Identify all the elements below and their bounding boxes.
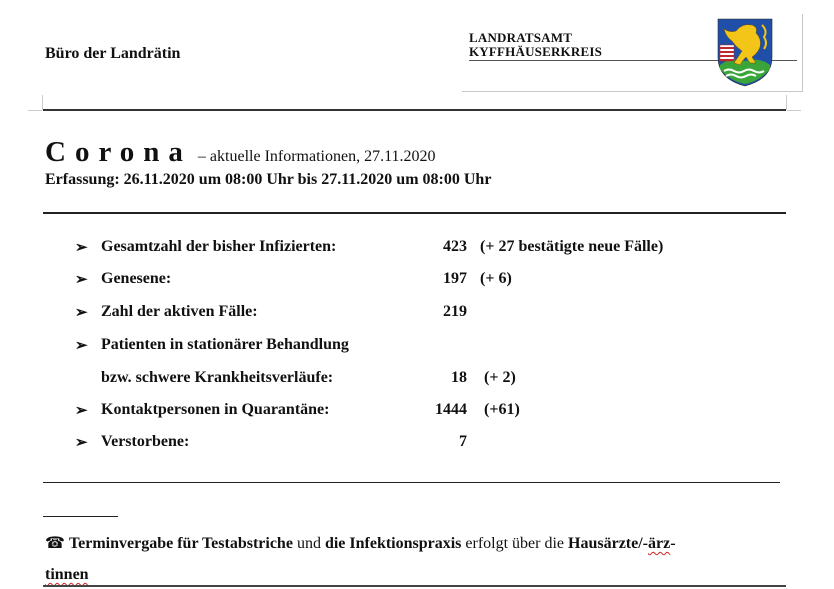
stat-label: bzw. schwere Krankheitsverläufe:: [101, 369, 334, 386]
stat-label: Kontaktpersonen in Quarantäne:: [101, 401, 330, 418]
notice-text: -: [670, 535, 676, 552]
notice-text-bold: Hausärzte/-: [568, 535, 649, 552]
arrow-bullet-icon: ➢: [75, 403, 88, 419]
page-corner-mark: [787, 110, 801, 111]
spellcheck-flagged-word: tinnen: [45, 566, 89, 583]
stat-delta: (+ 2): [484, 369, 516, 386]
footnote-separator: [43, 516, 118, 517]
stat-value: 423: [443, 238, 467, 255]
stat-value: 1444: [435, 401, 467, 418]
stat-label: Verstorbene:: [101, 433, 190, 450]
page-corner-mark: [42, 95, 43, 110]
notice-text-bold: Terminvergabe für Testabstriche: [68, 535, 293, 552]
telephone-icon: ☎: [45, 535, 65, 552]
stat-label: Gesamtzahl der bisher Infizierten:: [101, 238, 337, 255]
title-divider: [43, 212, 786, 214]
page-corner-mark: [28, 110, 42, 111]
stat-delta: (+ 6): [480, 270, 512, 287]
stat-label: Zahl der aktiven Fälle:: [101, 303, 258, 320]
agency-line-2: KYFFHÄUSERKREIS: [469, 44, 603, 59]
stat-label: Genesene:: [101, 270, 172, 287]
notice-text: erfolgt über die: [461, 535, 569, 552]
page-title: [45, 136, 436, 169]
header-divider: [43, 109, 786, 111]
page-corner-mark: [786, 95, 787, 110]
appointment-notice: [45, 533, 676, 553]
title-subtitle: – aktuelle Informationen, 27.11.2020: [197, 148, 436, 165]
notice-text: und: [292, 535, 325, 552]
arrow-bullet-icon: ➢: [75, 435, 88, 451]
stat-value: 219: [443, 303, 467, 320]
bottom-divider: [43, 585, 786, 587]
header-frame-right: [802, 14, 803, 92]
arrow-bullet-icon: ➢: [75, 272, 88, 288]
agency-line-1: LANDRATSAMT: [469, 30, 573, 45]
stat-delta: (+ 27 bestätigte neue Fälle): [480, 238, 664, 255]
stat-label: Patienten in stationärer Behandlung: [101, 336, 349, 353]
notice-text-bold: die Infektionspraxis: [324, 535, 462, 552]
stat-value: 18: [451, 369, 467, 386]
stat-value: 197: [443, 270, 467, 287]
arrow-bullet-icon: ➢: [75, 305, 88, 321]
agency-name: [469, 31, 602, 59]
title-main: Corona: [45, 136, 192, 168]
stat-value: 7: [459, 433, 467, 450]
stats-divider: [43, 482, 780, 483]
office-name: Büro der Landrätin: [45, 45, 181, 62]
reporting-period: Erfassung: 26.11.2020 um 08:00 Uhr bis 27.11.2020 um 08:00 Uhr: [45, 171, 492, 188]
coat-of-arms-icon: [716, 17, 774, 87]
header-frame-bottom: [462, 91, 802, 92]
stat-delta: (+61): [484, 401, 520, 418]
arrow-bullet-icon: ➢: [75, 338, 88, 354]
appointment-notice-line-2: [45, 566, 89, 584]
arrow-bullet-icon: ➢: [75, 240, 88, 256]
spellcheck-flagged-word: ärz: [648, 535, 671, 552]
